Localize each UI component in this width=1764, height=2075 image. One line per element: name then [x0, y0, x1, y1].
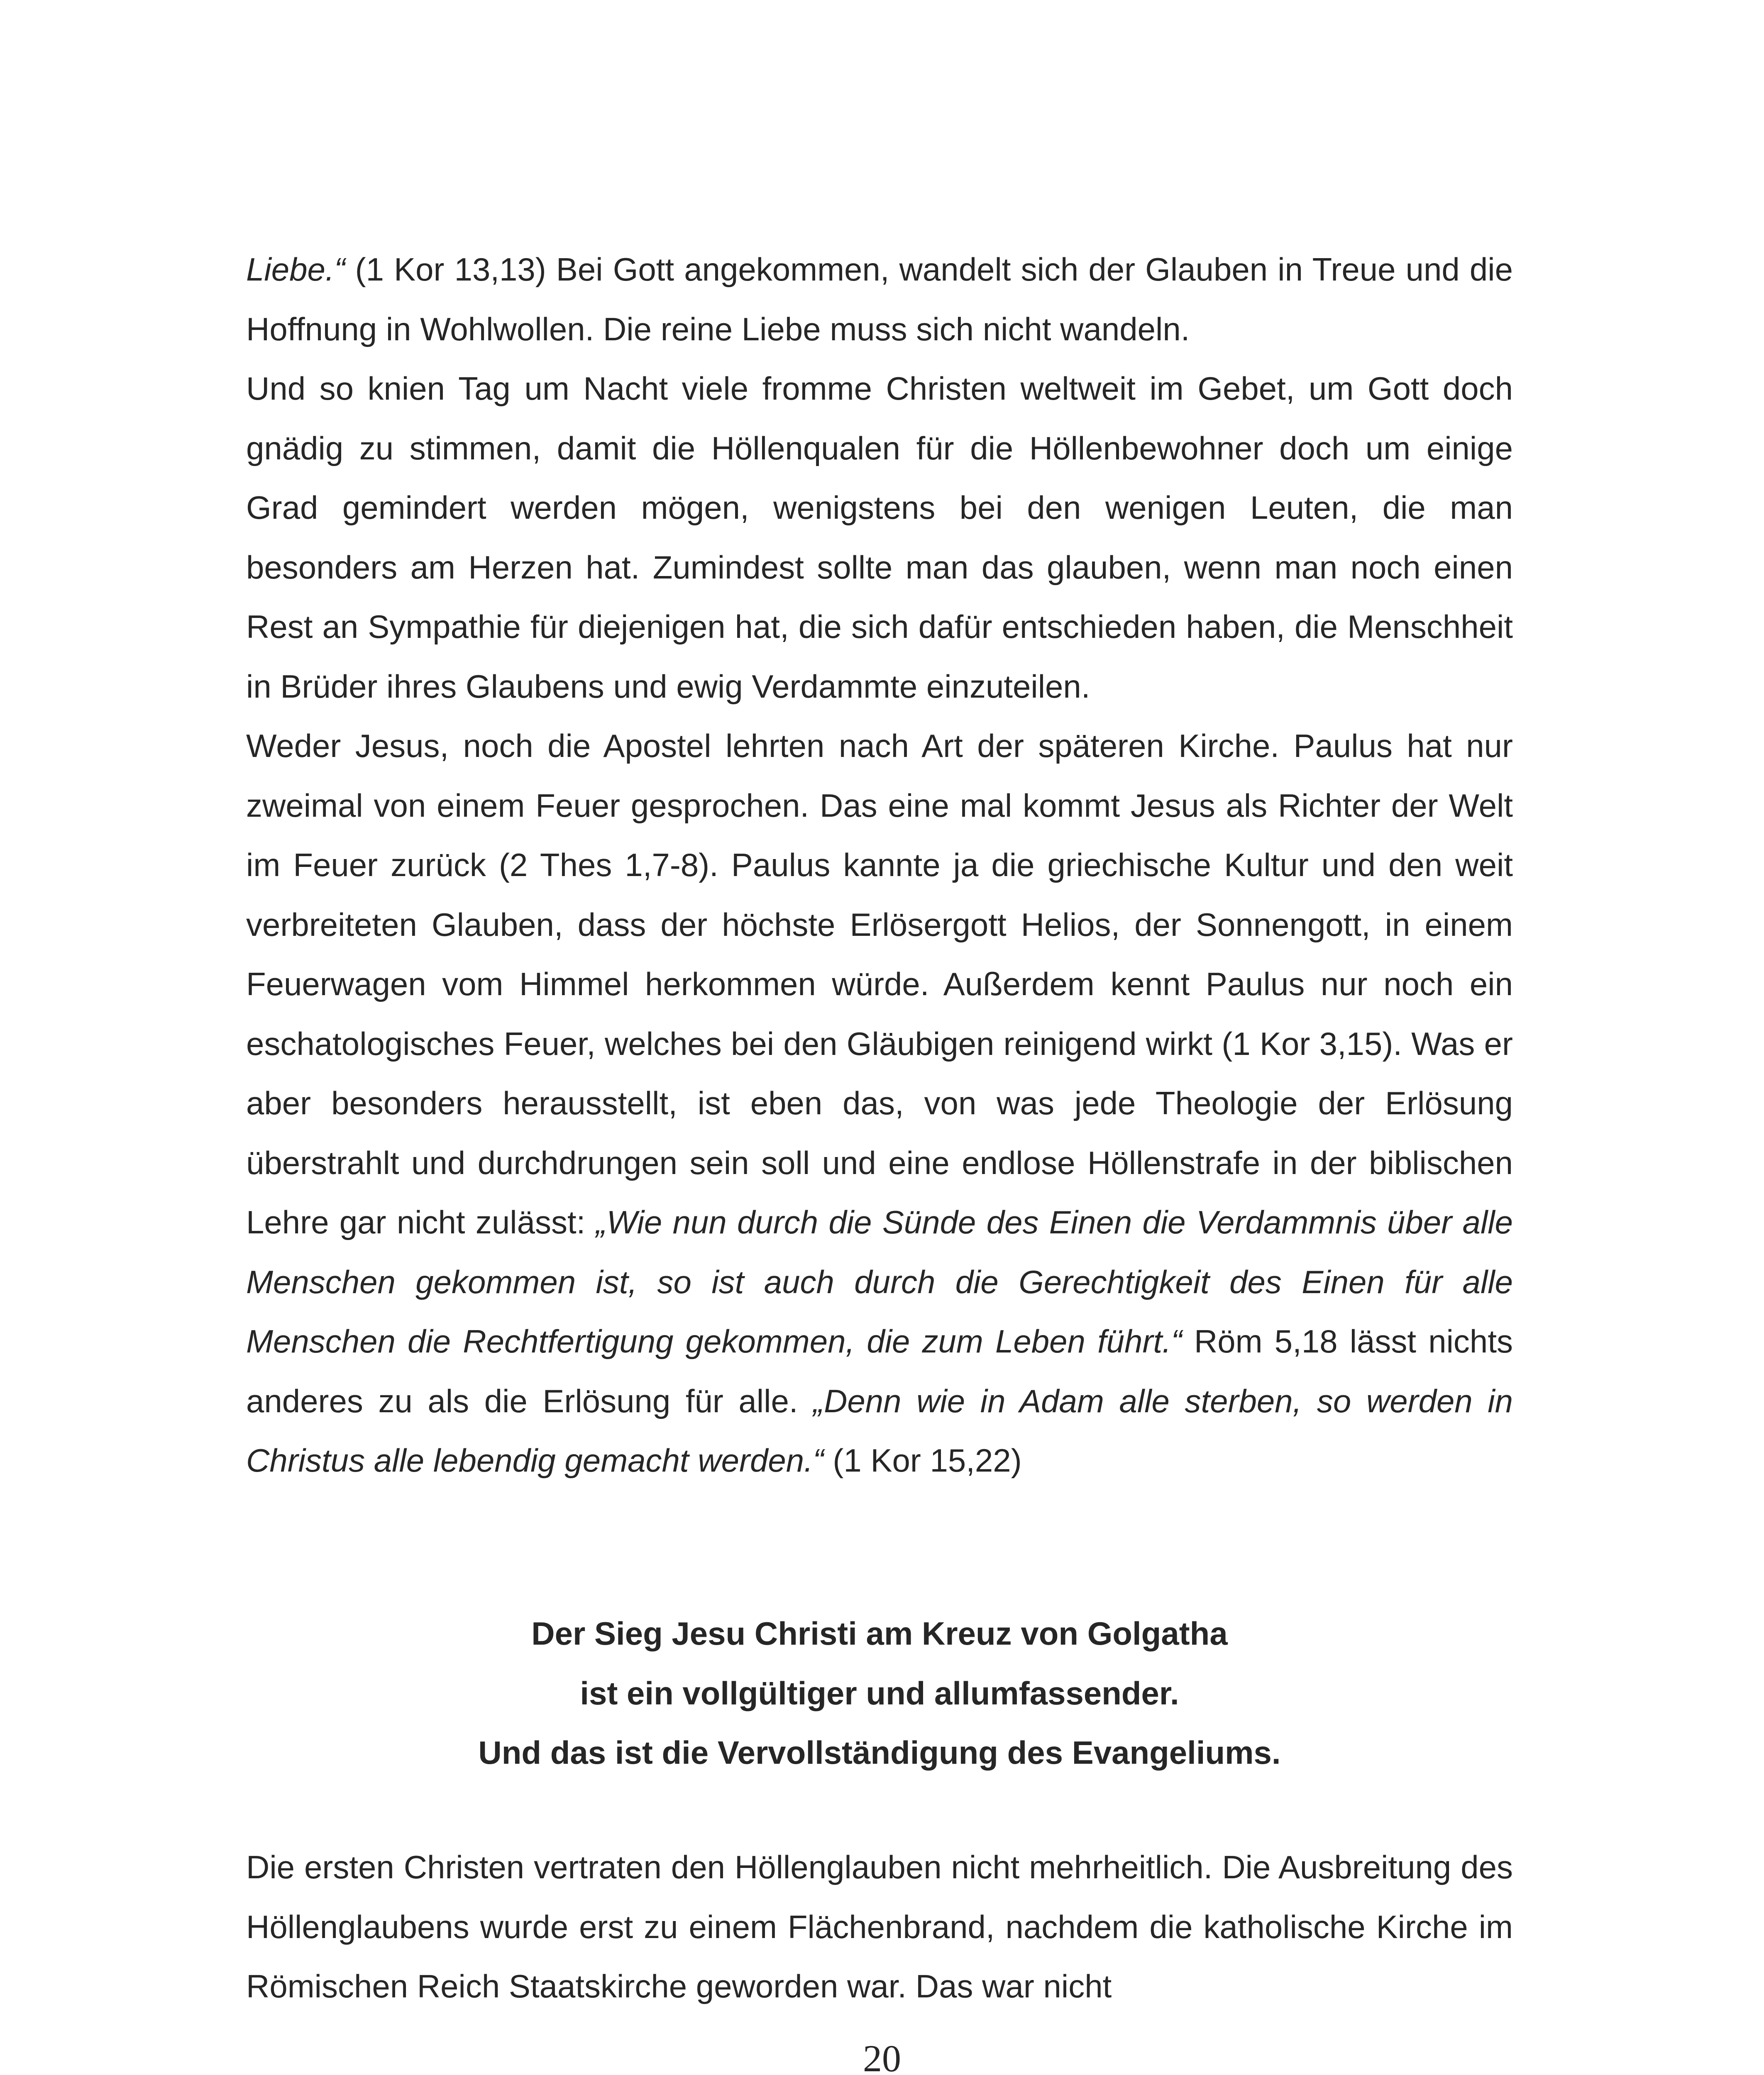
paragraph — [246, 359, 1513, 716]
paragraph — [246, 716, 1513, 1491]
heading-line: Der Sieg Jesu Christi am Kreuz von Golgatha — [531, 1615, 1228, 1652]
paragraph-text: Die ersten Christen vertraten den Höllenglauben nicht mehrheitlich. Die Ausbreitung des Höllenglaubens wurde erst zu einem Flächenbrand, nachdem die katholische Kirche im Römischen Reich Staatskirche geworden war. Das war nicht — [246, 1849, 1513, 2004]
body-text-bottom — [246, 1838, 1513, 2016]
quote-fragment: Liebe.“ — [246, 251, 345, 288]
paragraph — [246, 1838, 1513, 2016]
paragraph-text: (1 Kor 13,13) Bei Gott angekommen, wandelt sich der Glauben in Treue und die Hoffnung in Wohlwollen. Die reine Liebe muss sich nicht wandeln. — [246, 251, 1513, 347]
bible-quote: „Denn wie in Adam alle sterben, so werden in Christus alle lebendig gemacht werden.“ — [246, 1382, 1513, 1479]
paragraph-text: Röm 5,18 lässt nichts anderes zu als die Erlösung für alle. — [246, 1323, 1513, 1419]
page-number: 20 — [863, 2037, 901, 2075]
paragraph-text: Weder Jesus, noch die Apostel lehrten nach Art der späteren Kirche. Paulus hat nur zweimal von einem Feuer gesprochen. Das eine mal kommt Jesus als Richter der Welt im Feuer zurück (2 Thes 1,7-8). Paulus kannte ja die griechische Kultur und den weit verbreiteten Glauben, dass der höchste Erlösergott Helios, der Sonnengott, in einem Feuerwagen vom Himmel herkommen würde. Außerdem kennt Paulus nur noch ein eschatologisches Feuer, welches bei den Gläubigen reinigend wirkt (1 Kor 3,15). Was er aber besonders herausstellt, ist eben das, von was jede Theologie der Erlösung überstrahlt und durchdrungen sein soll und eine endlose Höllenstrafe in der biblischen Lehre gar nicht zulässt: — [246, 727, 1513, 1240]
heading-line: ist ein vollgültiger und allumfassender. — [580, 1675, 1179, 1711]
heading-line: Und das ist die Vervollständigung des Evangeliums. — [478, 1734, 1281, 1771]
paragraph — [246, 240, 1513, 359]
citation: (1 Kor 15,22) — [823, 1442, 1022, 1479]
paragraph-text: Und so knien Tag um Nacht viele fromme Christen weltweit im Gebet, um Gott doch gnädig zu stimmen, damit die Höllenqualen für die Höllenbewohner doch um einige Grad gemindert werden mögen, wenigstens bei den wenigen Leuten, die man besonders am Herzen hat. Zumindest sollte man das glauben, wenn man noch einen Rest an Sympathie für diejenigen hat, die sich dafür entschieden haben, die Menschheit in Brüder ihres Glaubens und ewig Verdammte einzuteilen. — [246, 370, 1513, 705]
body-text-top — [246, 240, 1513, 1491]
section-heading — [246, 1604, 1513, 1783]
bible-quote: „Wie nun durch die Sünde des Einen die Verdammnis über alle Menschen gekommen ist, so ist auch durch die Gerechtigkeit des Einen für alle Menschen die Rechtfertigung gekommen, die zum Leben führt.“ — [246, 1204, 1513, 1360]
